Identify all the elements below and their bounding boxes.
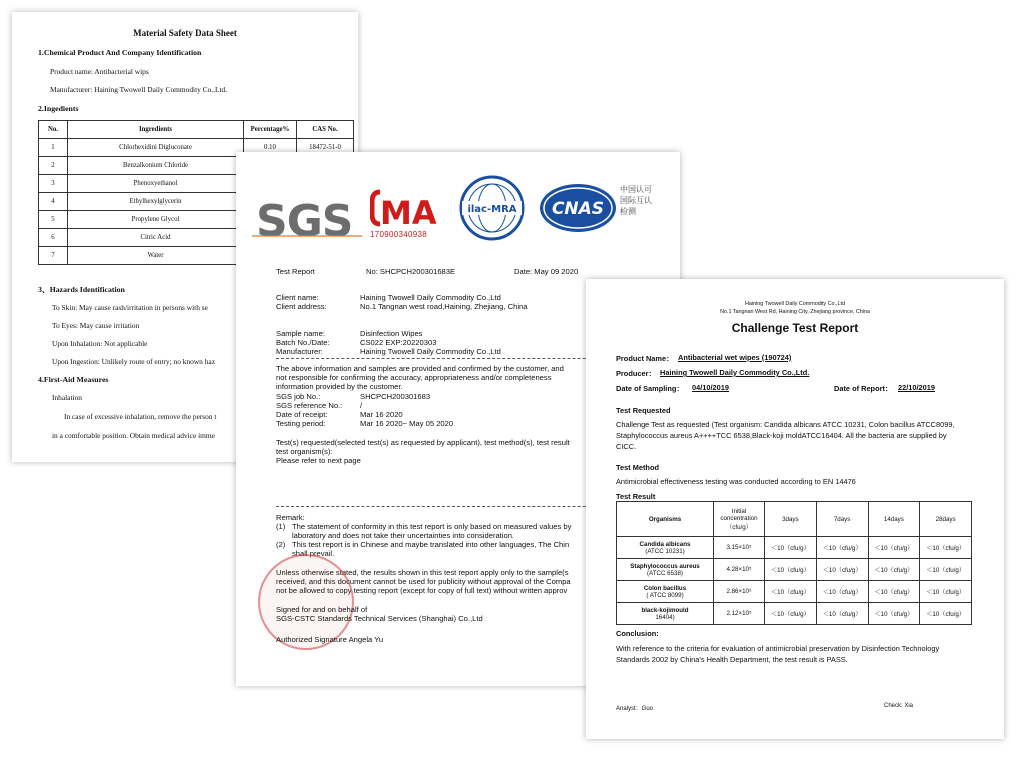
cma-number: 170900340938 <box>370 230 427 239</box>
sgs-job-number: SHCPCH200301683 <box>360 392 431 401</box>
unless-line-3: not be allowed to copy testing report (except for copy of full text) without written approv <box>276 586 568 595</box>
producer: Haining Twowell Daily Commodity Co.,Ltd. <box>660 368 810 377</box>
cell: Phenoxyethanol <box>68 175 244 193</box>
test-method-text: Antimicrobial effectiveness testing was conducted according to EN 14476 <box>616 477 856 486</box>
table-header-row <box>617 502 972 537</box>
remark-2-line-1: This test report is in Chinese and maybe translated into other languages, The Chin <box>292 540 570 549</box>
receipt-date: Mar 16 2020 <box>360 410 403 419</box>
cell: 4 <box>39 193 68 211</box>
msds-section-3: 3、Hazards Identification <box>38 285 125 294</box>
remark-1-number: (1) <box>276 522 286 531</box>
company-address-header: No.1 Tangnan West Rd, Haining City, Zhejiang province, China <box>720 309 870 315</box>
signed-on-behalf: Signed for and on behalf of <box>276 605 368 614</box>
organism-name: Staphylococcus aureus <box>630 562 700 570</box>
cell: ＜10（cfu/g） <box>920 537 972 559</box>
client-address-label: Client address: <box>276 302 327 311</box>
cell: 3 <box>39 175 68 193</box>
msds-section-4: 4.First-Aid Measures <box>38 375 109 384</box>
cell: ＜10（cfu/g） <box>765 603 817 625</box>
challenge-results-table <box>616 501 972 625</box>
cell: Propylene Glycol <box>68 211 244 229</box>
cell: ＜10（cfu/g） <box>816 537 868 559</box>
col-header: Percentage% <box>244 121 297 139</box>
manufacturer-label: Manufacturer: <box>276 347 323 356</box>
sgs-job-label: SGS job No.: <box>276 392 321 401</box>
msds-manufacturer: Manufacturer: Haining Twowell Daily Commodity Co.,Ltd. <box>50 85 228 94</box>
cell: 7 <box>39 247 68 265</box>
col-header: 3days <box>765 502 817 537</box>
col-header: CAS No. <box>297 121 354 139</box>
tests-requested-line-1: Test(s) requested(selected test(s) as requested by applicant), test method(s), test result <box>276 438 570 447</box>
organism-atcc: (ATCC 10231) <box>645 547 685 555</box>
organism-atcc: ( ATCC 8099) <box>646 591 684 599</box>
testing-period: Mar 16 2020~ May 05 2020 <box>360 419 454 428</box>
msds-inhalation-text-2: in a comfortable position. Obtain medical advice imme <box>52 431 215 440</box>
cell: 18472-51-0 <box>297 139 354 157</box>
challenge-title: Challenge Test Report <box>731 321 859 335</box>
table-row <box>617 603 972 625</box>
cell: 6 <box>39 229 68 247</box>
ilac-mra-logo-icon <box>458 174 526 242</box>
cma-logo-icon <box>370 184 442 236</box>
cell: 2.86×10⁵ <box>714 581 765 603</box>
tests-requested-line-3: Please refer to next page <box>276 456 361 465</box>
cell: Ethylhexylglycerin <box>68 193 244 211</box>
product-name: Antibacterial wet wipes (190724) <box>678 353 792 362</box>
tests-requested-line-2: test organism(s): <box>276 447 333 456</box>
cell: ＜10（cfu/g） <box>816 559 868 581</box>
col-header: Initial concentration （cfu/g） <box>714 502 765 537</box>
table-header-row <box>39 121 354 139</box>
cell: Citric Acid <box>68 229 244 247</box>
sgs-reference-label: SGS reference No.: <box>276 401 343 410</box>
cell: ＜10（cfu/g） <box>816 603 868 625</box>
cell: 3.15×10⁵ <box>714 537 765 559</box>
msds-eyes: To Eyes: May cause irritation <box>52 321 140 330</box>
cell: 2 <box>39 157 68 175</box>
cell: ＜10（cfu/g） <box>765 537 817 559</box>
disclaimer-line-3: information provided by the customer. <box>276 382 403 391</box>
disclaimer-line-1: The above information and samples are provided and confirmed by the customer, and <box>276 364 564 373</box>
conclusion-heading: Conclusion: <box>616 629 659 638</box>
company-header: Haining Twowell Daily Commodity Co.,Ltd <box>745 301 845 307</box>
organism-cell <box>617 603 714 625</box>
msds-inhalation-head: Inhalation <box>52 393 82 402</box>
test-result-heading: Test Result <box>616 492 656 501</box>
cell: ＜10（cfu/g） <box>868 559 920 581</box>
sgs-reference-number: / <box>360 401 363 410</box>
disclaimer-line-2: not responsible for confirming the accuracy, appropriateness and/or completeness <box>276 373 552 382</box>
remark-2-number: (2) <box>276 540 286 549</box>
cell: ＜10（cfu/g） <box>765 559 817 581</box>
msds-skin: To Skin: May cause rash/irritation in persons with se <box>52 303 208 312</box>
cell: ＜10（cfu/g） <box>868 581 920 603</box>
remark-1-line-2: laboratory and does not take their uncertainties into consideration. <box>292 531 515 540</box>
msds-section-2: 2.Ingedients <box>38 104 79 113</box>
msds-ingestion: Upon Ingestion: Unlikely route of entry; no known haz <box>52 357 215 366</box>
cell: 4.28×10⁵ <box>714 559 765 581</box>
test-method-heading: Test Method <box>616 463 659 472</box>
organism-name: Candida albicans <box>639 540 691 548</box>
organism-name: Colon bacillus <box>643 584 687 592</box>
cell: ＜10（cfu/g） <box>868 603 920 625</box>
cell: ＜10（cfu/g） <box>868 537 920 559</box>
cell: ＜10（cfu/g） <box>765 581 817 603</box>
svg-text:MA: MA <box>380 194 437 232</box>
manufacturer-value: Haining Twowell Daily Commodity Co.,Ltd <box>360 347 501 356</box>
sgs-organization: SGS-CSTC Standards Technical Services (Shanghai) Co.,Ltd <box>276 614 483 623</box>
col-header: Ingredients <box>68 121 244 139</box>
cell: ＜10（cfu/g） <box>816 581 868 603</box>
checker: Check: Xia <box>884 703 914 709</box>
sampling-date: 04/10/2019 <box>692 383 729 392</box>
col-header: 7days <box>816 502 868 537</box>
report-date: 22/10/2019 <box>898 383 935 392</box>
organism-cell <box>617 559 714 581</box>
svg-text:CNAS: CNAS <box>551 199 605 219</box>
client-address: No.1 Tangnan west road,Haining, Zhejiang, China <box>360 302 528 311</box>
testing-period-label: Testing period: <box>276 419 326 428</box>
organism-cell <box>617 537 714 559</box>
remark-1-line-1: The statement of conformity in this test report is only based on measured values by <box>292 522 572 531</box>
cell: Water <box>68 247 244 265</box>
remark-heading: Remark: <box>276 513 305 522</box>
msds-title: Material Safety Data Sheet <box>133 28 237 38</box>
remark-2-line-2: shall prevail. <box>292 549 335 558</box>
msds-inhalation: Upon Inhalation: Not applicable <box>52 339 148 348</box>
table-row <box>617 581 972 603</box>
cell: 5 <box>39 211 68 229</box>
conclusion-text: With reference to the criteria for evaluation of antimicrobial preservation by Disinfection Technology Standards 2002 by China's Health Department, the test result is PASS. <box>616 644 940 664</box>
receipt-date-label: Date of receipt: <box>276 410 328 419</box>
analyst: Analyst：Guo <box>616 706 654 712</box>
unless-line-2: received, and this document cannot be used for publicity without approval of the Compa <box>276 577 571 586</box>
client-name-label: Client name: <box>276 293 319 302</box>
producer-label: Producer： <box>616 369 656 378</box>
msds-product: Product name: Antibacterial wips <box>50 67 149 76</box>
col-header: No. <box>39 121 68 139</box>
product-name-label: Product Name： <box>616 354 674 363</box>
batch-label: Batch No./Date: <box>276 338 330 347</box>
test-report-label: Test Report <box>276 267 315 276</box>
cell: 0.10 <box>244 139 297 157</box>
cell: ＜10（cfu/g） <box>920 559 972 581</box>
table-row <box>617 559 972 581</box>
sample-name: Disinfection Wipes <box>360 329 423 338</box>
sampling-date-label: Date of Sampling： <box>616 384 684 393</box>
organism-atcc: 16404) <box>655 613 675 621</box>
cell: 1 <box>39 139 68 157</box>
batch-value: CS022 EXP:20220303 <box>360 338 437 347</box>
table-row <box>617 537 972 559</box>
cell: ＜10（cfu/g） <box>920 603 972 625</box>
cnas-logo-icon <box>538 182 618 234</box>
sgs-logo: SGS <box>256 196 353 247</box>
col-header: Organisms <box>617 502 714 537</box>
sample-name-label: Sample name: <box>276 329 325 338</box>
test-requested-heading: Test Requested <box>616 406 671 415</box>
organism-name: black-kojimould <box>641 606 689 614</box>
col-header: 14days <box>868 502 920 537</box>
client-name: Haining Twowell Daily Commodity Co.,Ltd <box>360 293 501 302</box>
organism-cell <box>617 581 714 603</box>
cell: 2.12×10⁵ <box>714 603 765 625</box>
report-number: No: SHCPCH200301683E <box>366 267 456 276</box>
cnas-chinese-text: 中国认可 国际互认 检测 <box>620 185 652 216</box>
authorized-signature: Authorized Signature Angela Yu <box>276 635 384 644</box>
svg-text:ilac-MRA: ilac-MRA <box>467 204 517 215</box>
cell: Benzalkonium Chloride <box>68 157 244 175</box>
msds-section-1: 1.Chemical Product And Company Identification <box>38 48 202 57</box>
cell: ＜10（cfu/g） <box>920 581 972 603</box>
report-date-label: Date of Report： <box>834 384 893 393</box>
col-header: 28days <box>920 502 972 537</box>
cell: Chlorhexidini Digluconate <box>68 139 244 157</box>
unless-line-1: Unless otherwise stated, the results shown in this test report apply only to the sample(s <box>276 568 569 577</box>
sgs-logo-rule <box>252 234 362 238</box>
report-date: Date: May 09 2020 <box>514 267 579 276</box>
challenge-test-report-sheet <box>586 279 1004 739</box>
organism-atcc: (ATCC 6538) <box>647 569 683 577</box>
msds-inhalation-text: In case of excessive inhalation, remove the person t <box>64 412 217 421</box>
test-requested-text: Challenge Test as requested (Test organism: Candida albicans ATCC 10231, Colon bacillus ATCC8099, Staphylococcus aureus A++++TCC 6538,Black-koji moldATCC16404. All the bacteria are supplied by CICC. <box>616 420 955 451</box>
